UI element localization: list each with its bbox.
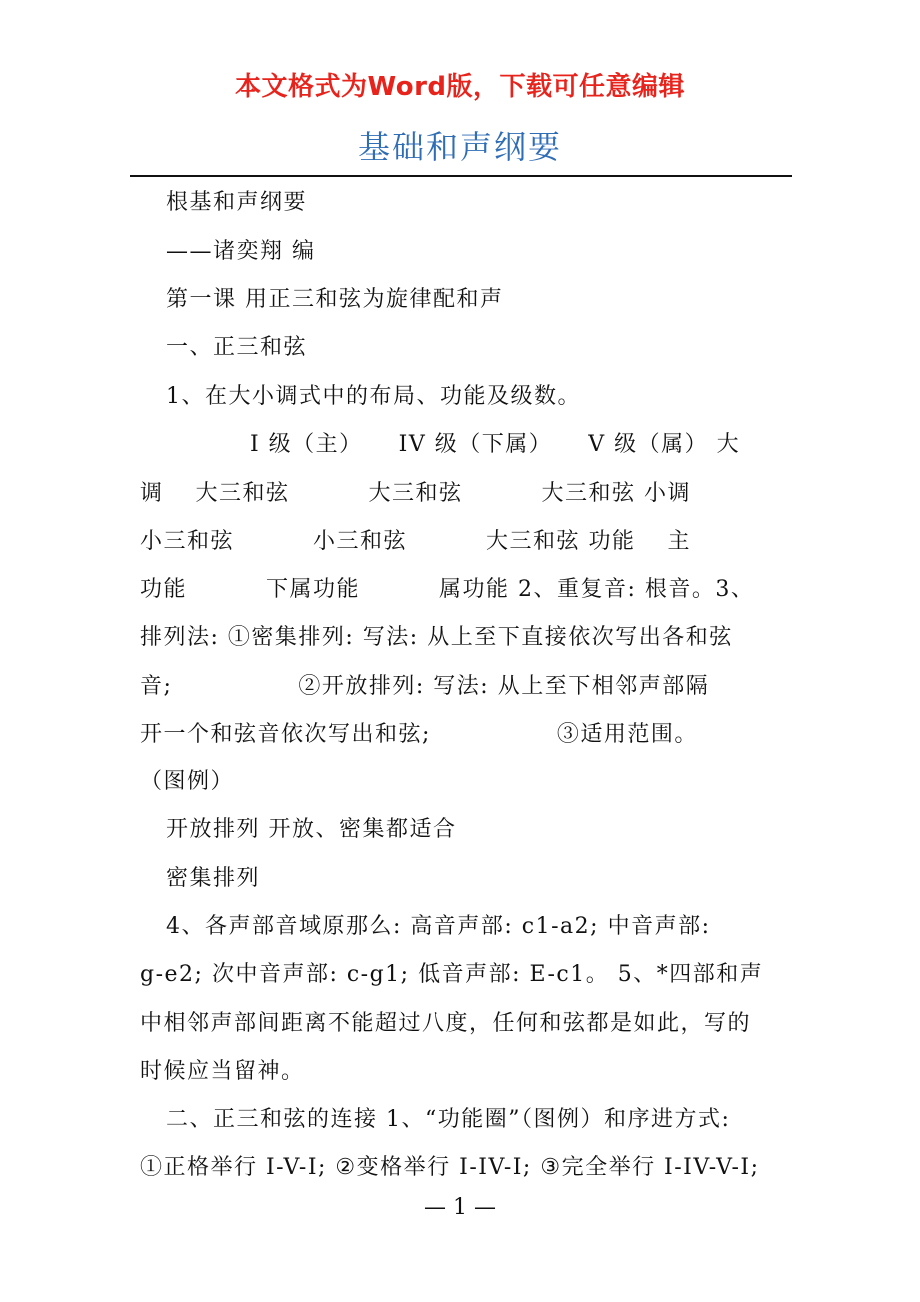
text-line: 一、正三和弦 [166, 335, 308, 360]
text-line: 开放排列 开放、密集都适合 [166, 817, 457, 842]
text-line: 开一个和弦音依次写出和弦; ③适用范围。 [140, 722, 698, 747]
text-line: （图例） [140, 769, 235, 794]
text-line: 二、正三和弦的连接 1、“功能圈”（图例）和序进方式: [166, 1107, 731, 1132]
text-line: 时候应当留神。 [140, 1059, 305, 1084]
text-line: 小三和弦 小三和弦 大三和弦 功能 主 [140, 529, 691, 554]
text-line: 第一课 用正三和弦为旋律配和声 [166, 287, 504, 312]
page-number: — 1 — [424, 1195, 496, 1220]
text-line: 1、在大小调式中的布局、功能及级数。 [166, 384, 581, 409]
document-title: 基础和声纲要 [357, 128, 562, 166]
text-line: 功能 下属功能 属功能 2、重复音: 根音。3、 [140, 577, 755, 602]
text-line: 密集排列 [166, 866, 261, 891]
text-line: 4、各声部音域原那么: 高音声部: c1-a2; 中音声部: [166, 914, 711, 939]
text-line: 中相邻声部间距离不能超过八度，任何和弦都是如此，写的 [140, 1011, 752, 1036]
text-line: ①正格举行 I-V-I; ②变格举行 I-IV-I; ③完全举行 I-IV-V-I; [140, 1155, 760, 1180]
text-line: I 级（主） IV 级（下属） V 级（属） 大 [250, 432, 741, 457]
text-line: g-e2; 次中音声部: c-g1; 低音声部: E-c1。 5、*四部和声 [140, 962, 764, 987]
download-banner: 本文格式为Word版，下载可任意编辑 [234, 72, 686, 102]
text-line: 排列法: ①密集排列: 写法: 从上至下直接依次写出各和弦 [140, 625, 733, 650]
text-line: 根基和声纲要 [166, 190, 308, 215]
text-line: ——诸奕翔 编 [166, 239, 316, 264]
text-line: 音; ②开放排列: 写法: 从上至下相邻声部隔 [140, 674, 710, 699]
text-line: 调 大三和弦 大三和弦 大三和弦 小调 [140, 481, 691, 506]
header-divider [130, 175, 792, 177]
